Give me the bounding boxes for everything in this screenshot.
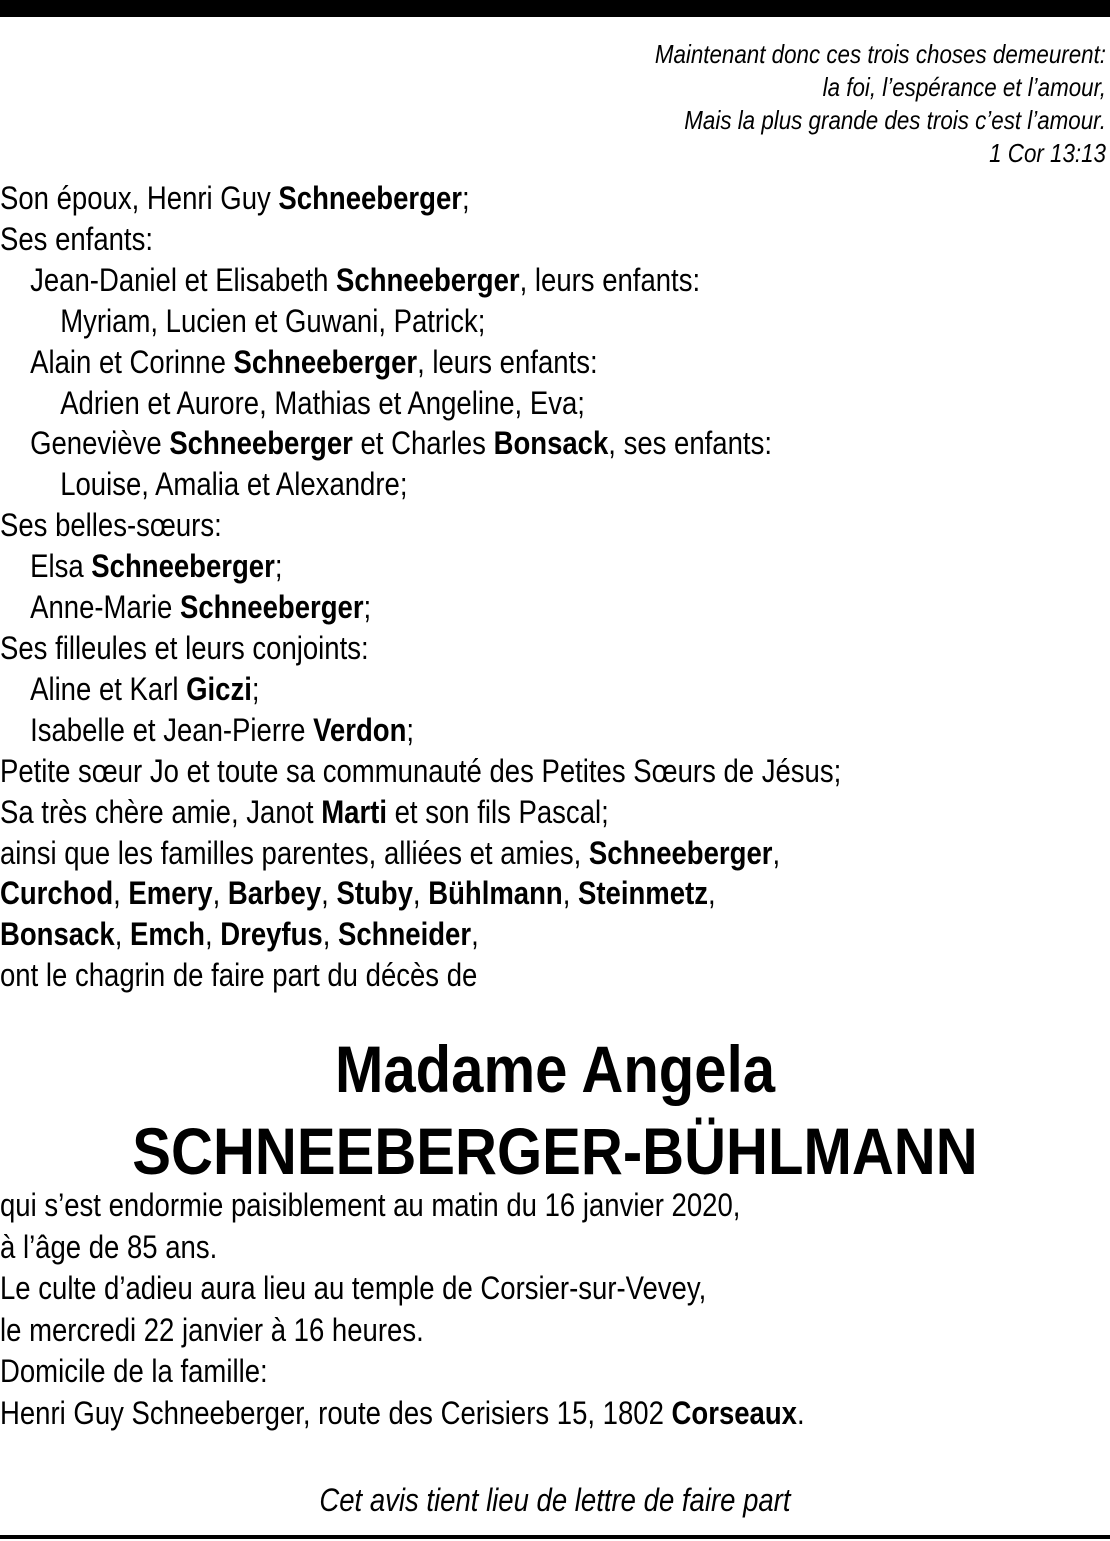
child-suffix: , ses enfants: [608,425,772,462]
bottom-rule [0,1535,1110,1539]
sisters-in-law-heading: Ses belles-sœurs: [0,507,222,544]
friend-suffix: et son fils Pascal; [386,793,609,830]
child-suffix: , leurs enfants: [519,261,701,298]
surname: Schneeberger [169,425,353,462]
epigraph-line: la foi, l’espérance et l’amour, [822,72,1106,102]
address-line [0,1393,1109,1435]
child-suffix: , leurs enfants: [417,343,598,380]
surname: Schneeberger [278,180,462,216]
family-name: Stuby [336,875,413,912]
deceased-name-line2: SCHNEEBERGER-BÜHLMANN [132,1114,978,1188]
epigraph-reference: 1 Cor 13:13 [989,138,1106,168]
goddaughter-line [0,710,1109,751]
address-street: Henri Guy Schneeberger, route des Cerisiers 15, 1802 [0,1394,672,1431]
epigraph-line: Mais la plus grande des trois c’est l’amour. [684,105,1106,135]
child-line [0,342,1109,383]
families-line: Curchod, Emery, Barbey, Stuby, Bühlmann, Steinmetz, [0,875,716,912]
punctuation: ; [406,711,415,748]
family-name: Curchod [0,875,114,912]
child-names: Geneviève [30,425,170,462]
first-names: Isabelle et Jean-Pierre [30,711,314,748]
surname: Schneeberger [233,343,418,380]
family-name: Steinmetz [578,875,709,912]
punctuation: . [796,1394,805,1431]
surname: Bonsack [493,425,609,462]
surname: Marti [321,793,387,830]
first-name: Anne-Marie [30,589,180,626]
surname: Schneeberger [179,589,364,626]
family-name: Barbey [227,875,322,912]
mourners-list [0,178,1109,996]
punctuation: ; [461,180,470,216]
first-name: Elsa [30,548,92,585]
goddaughters-heading: Ses filleules et leurs conjoints: [0,629,369,666]
details-line: à l’âge de 85 ans. [0,1228,218,1265]
family-name: Schneeberger [588,834,773,871]
families-line: ainsi que les familles parentes, alliées et amies, Schneeberger, [0,834,781,871]
closing-note [0,1480,1110,1520]
surname: Schneeberger [336,261,520,298]
details-line: Domicile de la famille: [0,1353,268,1389]
child-line [0,423,1109,464]
friend-line [0,792,1109,833]
grandchildren-line: Adrien et Aurore, Mathias et Angeline, Eva; [60,384,585,421]
top-rule [0,0,1110,17]
punctuation: ; [363,589,372,626]
address-town: Corseaux [671,1394,797,1431]
child-names: et Charles [352,425,494,462]
family-name: Bühlmann [428,875,563,912]
punctuation: ; [274,548,283,585]
family-name: Schneider [338,916,472,953]
children-heading: Ses enfants: [0,220,153,257]
deceased-name [0,1028,1110,1192]
sister-in-law-line [0,546,1109,587]
friend-name: Sa très chère amie, Janot [0,793,322,830]
details-line: qui s’est endormie paisiblement au matin du 16 janvier 2020, [0,1187,741,1223]
first-names: Aline et Karl [30,670,187,707]
details [0,1185,1109,1434]
details-line: le mercredi 22 janvier à 16 heures. [0,1311,424,1348]
child-names: Jean-Daniel et Elisabeth [30,261,337,298]
grandchildren-line: Myriam, Lucien et Guwani, Patrick; [60,302,486,339]
epigraph-line: Maintenant donc ces trois choses demeurent: [654,39,1106,69]
grandchildren-line: Louise, Amalia et Alexandre; [60,466,408,503]
family-name: Emery [128,875,213,912]
child-names: Alain et Corinne [30,343,234,380]
family-name: Emch [130,916,205,953]
deceased-name-line1: Madame Angela [334,1032,776,1106]
closing-text: Cet avis tient lieu de lettre de faire part [319,1482,791,1518]
goddaughter-line [0,669,1109,710]
surname: Verdon [313,711,407,748]
surname: Schneeberger [91,548,275,585]
sister-jo-line: Petite sœur Jo et toute sa communauté des Petites Sœurs de Jésus; [0,752,842,789]
child-line [0,260,1109,301]
punctuation: ; [251,670,260,707]
spouse-line [0,178,1109,219]
announcement-line: ont le chagrin de faire part du décès de [0,957,478,994]
families-line: Bonsack, Emch, Dreyfus, Schneider, [0,916,479,953]
spouse-name: Son époux, Henri Guy [0,180,279,216]
sister-in-law-line [0,587,1109,628]
family-name: Bonsack [0,916,115,953]
families-intro: ainsi que les familles parentes, alliées et amies, [0,834,589,871]
epigraph [504,38,1106,170]
family-name: Dreyfus [220,916,323,953]
details-line: Le culte d’adieu aura lieu au temple de Corsier-sur-Vevey, [0,1270,707,1306]
surname: Giczi [186,670,252,707]
